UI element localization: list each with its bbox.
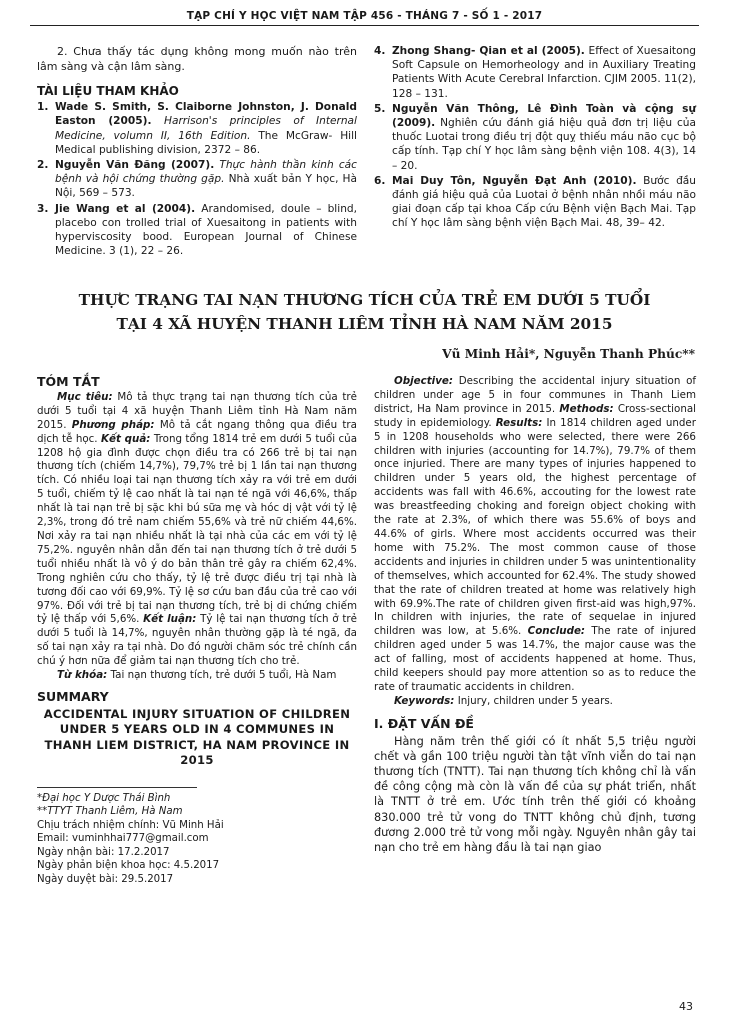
reference-item: 3. Jie Wang et al (2004). Arandomised, doule – blind, placebo con trolled trial of Xuesaitong in patients with hyperviscosity bood. European Journal of Chinese Medicine. 3 (1), 22 – 26. [37, 202, 358, 258]
reference-item: 5. Nguyễn Văn Thông, Lê Đình Toàn và cộng sự (2009). Nghiên cứu đánh giá hiệu quả đơn trị liệu của thuốc Luotai trong điều trị đột quỵ thiếu máu não cục bộ cấp tính. Tạp chí Y học lâm sàng bệnh viện 108. 4(3), 14 – 20. [374, 102, 696, 172]
summary-keywords: Keywords: Injury, children under 5 years. [394, 694, 613, 707]
date-received: Ngày nhận bài: 17.2.2017 [37, 846, 170, 858]
reference-item: 1. Wade S. Smith, S. Claiborne Johnston, J. Donald Easton (2005). Harrison's principles of Internal Medicine, volumn II, 16th Edition. The McGraw- Hill Medical publishing division, 2372 – 86. [37, 101, 357, 156]
refs-heading: TÀI LIỆU THAM KHẢO [37, 84, 179, 98]
article-title-line2: TẠI 4 XÃ HUYỆN THANH LIÊM TỈNH HÀ NAM NĂM 2015 [116, 315, 613, 333]
email: Email: vuminhhai777@gmail.com [37, 833, 209, 845]
left-column [37, 375, 357, 886]
footnote-rule [37, 787, 197, 788]
page-number: 43 [679, 1000, 693, 1013]
tomtat-heading: TÓM TẮT [37, 374, 100, 389]
affiliations [37, 792, 357, 887]
conclusion-item: 2. Chưa thấy tác dụng không mong muốn nào trên lâm sàng và cận lâm sàng. [37, 45, 357, 73]
affiliation-1: *Đại học Y Dược Thái Bình [37, 792, 171, 804]
intro-body: Hàng năm trên thế giới có ít nhất 5,5 triệu người chết và gần 100 triệu người tàn tật vĩnh viễn do tai nạn thương tích (TNTT). Tai nạn thương tích không chỉ là vấn đề công cộng mà còn là vấn đề của sự phát triển, nhất là TNTT ở trẻ em. Ước tính trên thế giới có khoảng 830.000 trẻ tử vong do TNTT không chủ định, tương đương 2.000 trẻ tử vong mỗi ngày. Nguyên nhân gây tai nạn cho trẻ em hàng đầu là tai nạn giao [374, 734, 696, 855]
date-reviewed: Ngày phản biện khoa học: 4.5.2017 [37, 860, 220, 872]
right-column [374, 375, 696, 855]
prev-article-right [374, 44, 696, 232]
summary-title: ACCIDENTAL INJURY SITUATION OF CHILDREN UNDER 5 YEARS OLD IN 4 COMMUNES IN THANH LIEM DISTRICT, HA NAM PROVINCE IN 2015 [43, 706, 351, 768]
date-accepted: Ngày duyệt bài: 29.5.2017 [37, 873, 174, 885]
reference-item: 4. Zhong Shang- Qian et al (2005). Effect of Xuesaitong Soft Capsule on Hemorheology and in Auxiliary Treating Patients With Acute Cerebral Infarction. CJIM 2005. 11(2), 128 – 131. [374, 45, 697, 100]
tomtat-body: Mục tiêu: Mô tả thực trạng tai nạn thương tích của trẻ dưới 5 tuổi tại 4 xã huyện Thanh Liêm tỉnh Hà Nam năm 2015. Phương pháp: Mô tả cắt ngang thông qua điều tra dịch tễ học. Kết quả: Trong tổng 1814 trẻ em dưới 5 tuổi của 1208 hộ gia đình được chọn điều tra có 266 trẻ bị tai nạn thương tích (chiếm 14,7%), 79,7% trẻ bị 1 lần tai nạn thương tích. Có nhiều loại tai nạn thương tích xảy ra với trẻ em dưới 5 tuổi, chiếm tỷ lệ cao nhất là tai nạn té ngã với 46,6%, thấp nhất là tai nạn trẻ bị sặc khi bú sữa mẹ và hóc dị vật với tỷ lệ 2,3%, trong đó trẻ nam chiếm 55,6% và trẻ nữ chiếm 44,6%. Nơi xảy ra tai nạn nhiều nhất là tại nhà của các em với tỷ lệ 75,2%. nguyên nhân dẫn đến tai nạn thương tích ở trẻ dưới 5 tuổi nhiều nhất là vô ý do bản thân trẻ gây ra chiếm 62,4%. Trong nghiên cứu cho thấy, tỷ lệ trẻ được điều trị tại nhà là tương đối cao với 69,9%. Tỷ lệ sơ cứu ban đầu của trẻ cao với 97%. Đối với trẻ bị tai nạn thương tích, trẻ bị di chứng chiếm tỷ lệ thấp với 5,6%. Kết luận: Tỷ lệ tai nạn thương tích ở trẻ dưới 5 tuổi là 14,7%, nguyên nhân thường gặp là té ngã, đa số tai nạn xảy ra tại nhà. Do đó người chăm sóc trẻ chính cần chú ý hơn nữa để giảm tai nạn thương tích cho trẻ. [37, 390, 358, 668]
intro-heading: I. ĐẶT VẤN ĐỀ [374, 715, 474, 731]
article-title-line1: THỰC TRẠNG TAI NẠN THƯƠNG TÍCH CỦA TRẺ EM DƯỚI 5 TUỔI [78, 291, 651, 309]
article-authors: Vũ Minh Hải*, Nguyễn Thanh Phúc** [442, 347, 695, 361]
reference-item: 6. Mai Duy Tôn, Nguyễn Đạt Anh (2010). Bước đầu đánh giá hiệu quả của Luotai ở bệnh nhân nhồi máu não giai đoạn cấp tại khoa Cấp cứu Bệnh viện Bạch Mai. Tạp chí Y học lâm sàng bệnh viện Bạch Mai. 48, 39– 42. [374, 174, 696, 230]
summary-body: Objective: Describing the accidental injury situation of children under age 5 in four communes in Thanh Liem district, Ha Nam province in 2015. Methods: Cross-sectional study in epidemiology. Results: In 1814 children aged under 5 in 1208 households who were selected, there were 266 children with injuries (accounting for 14.7%), 79.7% of them once injuried. There are many types of injuries happened to children under 5 years old, the highest percentage of accidents was fall with 46.6%, accouting for the lowest rate was breastfeeding choking and foreign object choking with the rate at 2.3%, of which there was 55.6% of boys and 44.6% of girls. Where most accidents occurred was their home with 75.2%. The most common cause of those accidents and injuries in children under 5 was unintentionality of themselves, which accounted for 62.4%. The study showed that the rate of children treated at home was relatively high with 69.9%.The rate of children given first-aid was high,97%. In children with injuries, the rate of sequelae in injured children was low, at 5.6%. Conclude: The rate of injured children aged under 5 was 14.7%, the major cause was the act of falling, most of accidents happened at home. Thus, child keepers should pay more attention so as to reduce the rate of traumatic accidents in children. [374, 375, 697, 693]
prev-article-left [37, 44, 357, 259]
journal-header: TẠP CHÍ Y HỌC VIỆT NAM TẬP 456 - THÁNG 7 - SỐ 1 - 2017 [30, 10, 699, 26]
tomtat-keywords: Từ khóa: Tai nạn thương tích, trẻ dưới 5 tuổi, Hà Nam [57, 669, 337, 682]
summary-heading: SUMMARY [37, 688, 109, 704]
responsible-author: Chịu trách nhiệm chính: Vũ Minh Hải [37, 819, 224, 831]
affiliation-2: **TTYT Thanh Liêm, Hà Nam [37, 806, 183, 818]
reference-item: 2. Nguyễn Văn Đăng (2007). Thực hành thần kinh các bệnh và hội chứng thường gặp. Nhà xuất bản Y học, Hà Nội, 569 – 573. [37, 159, 357, 200]
